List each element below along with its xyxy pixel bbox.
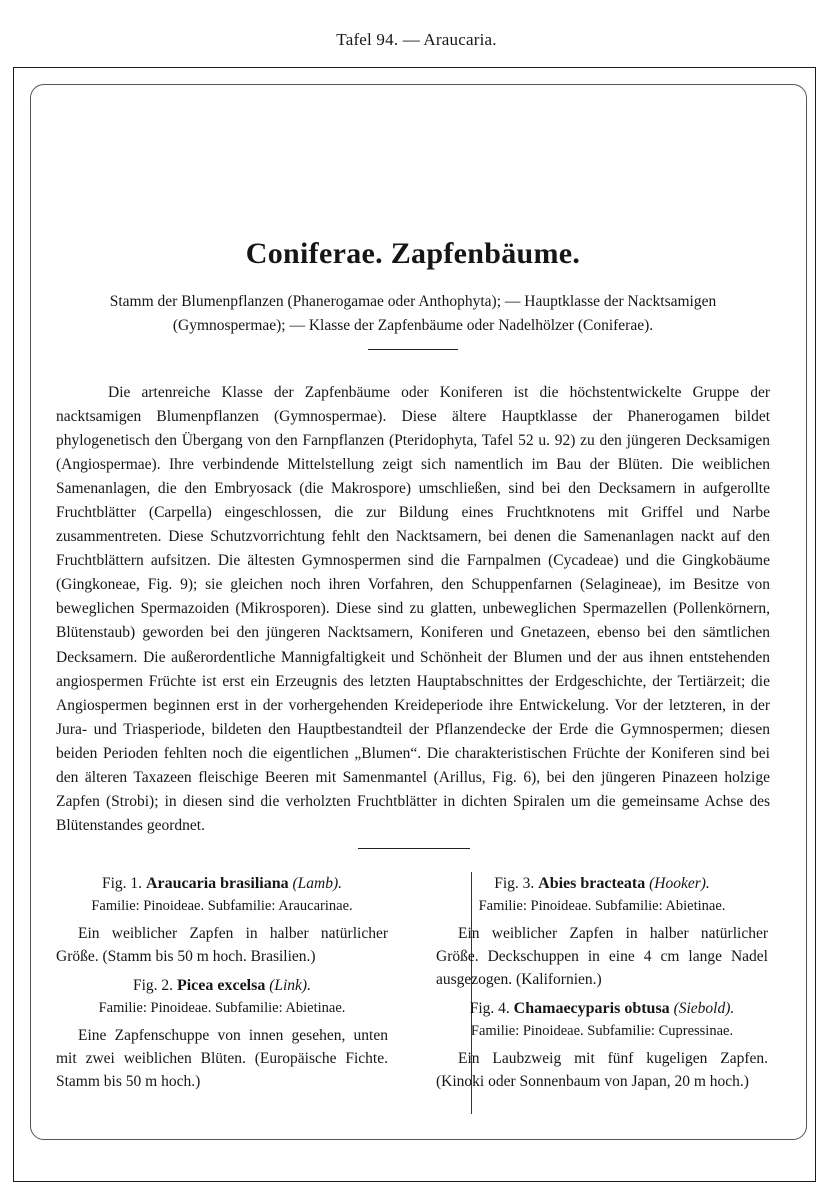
figure-description: Ein weiblicher Zapfen in halber natürlicher Größe. Deckschuppen in eine 4 cm lange Nadel ausgezogen. (Kalifornien.) xyxy=(436,925,768,988)
figure-number: Fig. 1. xyxy=(102,875,143,892)
species-name: Abies bracteata xyxy=(538,875,646,892)
figure-number: Fig. 4. xyxy=(469,1000,510,1017)
running-head: Tafel 94. — Araucaria. xyxy=(336,30,497,49)
figure-number: Fig. 3. xyxy=(494,875,535,892)
figure-family: Familie: Pinoideae. Subfamilie: Araucarinae. xyxy=(91,898,353,914)
figure-entry-3 xyxy=(436,872,768,991)
figure-heading xyxy=(56,974,388,997)
figure-entry-1 xyxy=(56,872,388,968)
species-author: (Siebold). xyxy=(673,1000,735,1017)
short-divider-bottom xyxy=(358,848,470,849)
page-title xyxy=(56,237,770,271)
figure-family: Familie: Pinoideae. Subfamilie: Cupressinae. xyxy=(470,1023,734,1039)
short-divider-top xyxy=(368,349,458,350)
species-name: Picea excelsa xyxy=(176,977,266,994)
species-name: Araucaria brasiliana xyxy=(145,875,289,892)
figure-heading xyxy=(436,872,768,895)
figure-entry-4 xyxy=(436,997,768,1093)
species-author: (Link). xyxy=(269,977,311,994)
figure-number: Fig. 2. xyxy=(133,977,174,994)
figure-description: Eine Zapfenschuppe von innen gesehen, unten mit zwei weiblichen Blüten. (Europäische Fichte. Stamm bis 50 m hoch.) xyxy=(56,1027,388,1090)
species-author: (Lamb). xyxy=(292,875,342,892)
figure-description: Ein Laubzweig mit fünf kugeligen Zapfen. (Kinoki oder Sonnenbaum von Japan, 20 m hoch.) xyxy=(436,1050,768,1090)
intro-paragraph: Die artenreiche Klasse der Zapfenbäume oder Koniferen ist die höchstentwickelte Gruppe der nacktsamigen Blumenpflanzen (Gymnospermae). Diese ältere Hauptklasse der Phanerogamen bildet phylogenetisch den Übergang von den Farnpflanzen (Pteridophyta, Tafel 52 u. 92) zu den jüngeren Decksamigen (Angiospermae). Ihre verbindende Mittelstellung zeigt sich namentlich im Bau der Blüten. Die weiblichen Samenanlagen, die den Embryosack (die Makrospore) umschließen, sind bei den Decksamern in aufgerollte Fruchtblätter (Carpella) eingeschlossen, die zur Bildung eines Fruchtknotens mit Griffel und Narbe zusammentreten. Diese Schutzvorrichtung fehlt den Nacktsamern, bei denen die Samenanlagen nackt auf den Fruchtblättern aufsitzen. Die ältesten Gymnospermen sind die Farnpalmen (Cycadeae) und die Gingkobäume (Gingkoneae, Fig. 9); sie gleichen noch ihren Vorfahren, den Schuppenfarnen (Selagineae), im Besitze von beweglichen Spermazoiden (Mikrosporen). Diese sind zu glatten, unbeweglichen Spermazellen (Pollenkörnern, Blütenstaub) geworden bei den jüngeren Nacktsamern, Koniferen und Gnetazeen, ebenso bei den sämtlichen Decksamern. Die außerordentliche Mannigfaltigkeit und Schönheit der Blumen und der aus ihnen entstehenden angiospermen Früchte ist erst ein Erzeugnis des letzten Hauptabschnittes der Erdgeschichte, der Tertiärzeit; die Angiospermen beginnen erst in der vorhergehenden Kreideperiode ihre Entwickelung. Vor der letzteren, in der Jura- und Triasperiode, bildeten den Hauptbestandteil der Pflanzendecke der Erde die Gymnospermen; diesen beiden Perioden fehlten noch die eigentlichen „Blumen“. Die charakteristischen Früchte der Koniferen sind bei den älteren Taxazeen fleischige Beeren mit Samenmantel (Arillus, Fig. 6), bei den jüngeren Pinazeen holzige Zapfen (Strobi); in diesen sind die verholzten Fruchtblätter in dichten Spiralen um die gemeinsame Achse des Blütenstandes geordnet. xyxy=(56,383,770,835)
figure-family: Familie: Pinoideae. Subfamilie: Abietinae. xyxy=(98,1000,346,1016)
figure-description: Ein weiblicher Zapfen in halber natürlicher Größe. (Stamm bis 50 m hoch. Brasilien.) xyxy=(56,925,388,965)
title-latin: Coniferae. xyxy=(245,237,383,270)
figure-family: Familie: Pinoideae. Subfamilie: Abietinae. xyxy=(478,898,726,914)
figures-right-column xyxy=(436,872,768,1099)
figure-heading xyxy=(56,872,388,895)
species-name: Chamaecyparis obtusa xyxy=(513,1000,670,1017)
species-author: (Hooker). xyxy=(649,875,710,892)
figure-heading xyxy=(436,997,768,1020)
classification-subtitle: Stamm der Blumenpflanzen (Phanerogamae oder Anthophyta); — Hauptklasse der Nacktsamigen (Gymnospermae); — Klasse der Zapfenbäume oder Nadelhölzer (Coniferae). xyxy=(109,293,717,334)
figures-left-column xyxy=(56,872,388,1099)
title-german: Zapfenbäume. xyxy=(390,237,581,270)
figure-entry-2 xyxy=(56,974,388,1093)
